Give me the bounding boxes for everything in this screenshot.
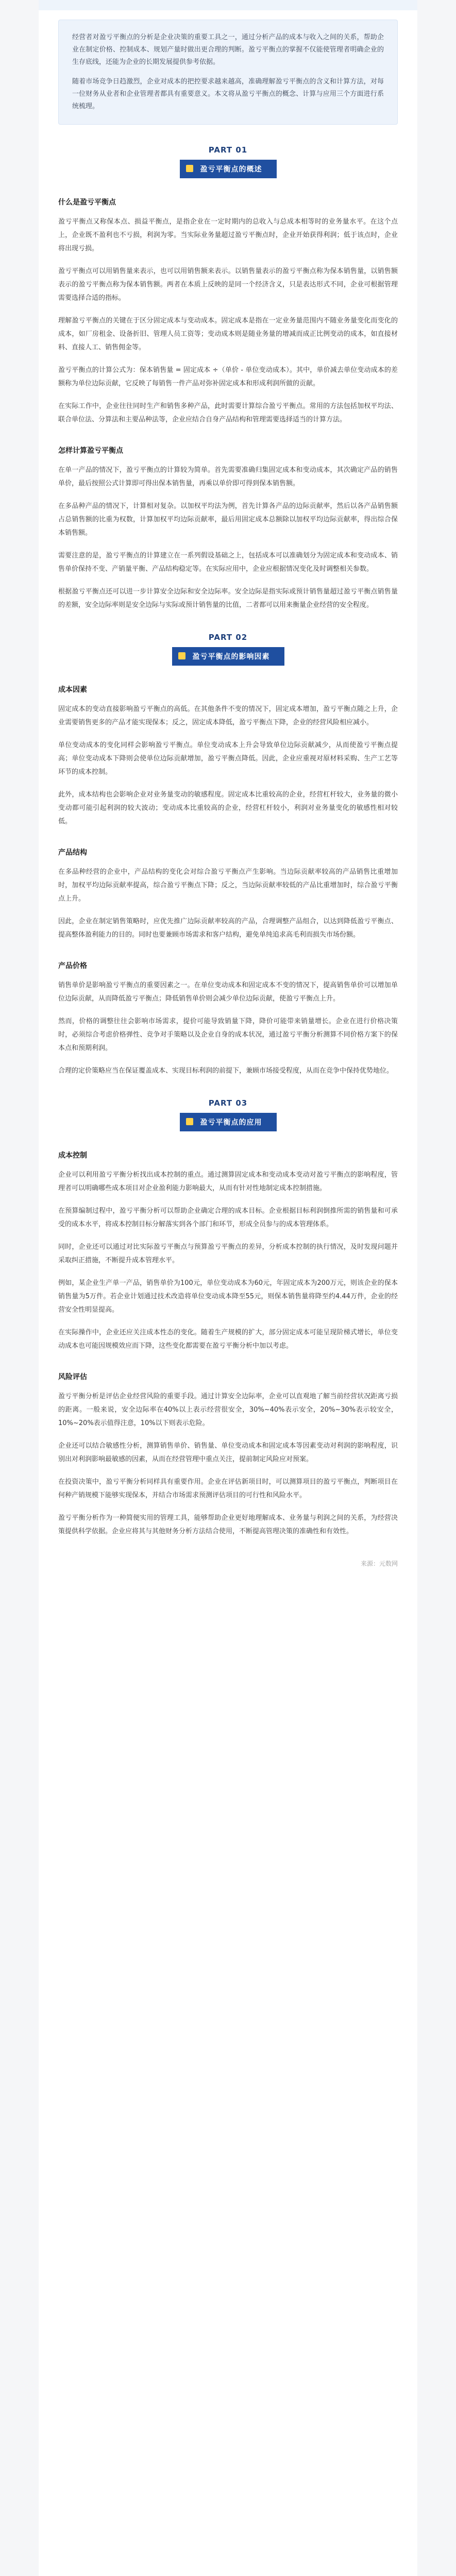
part-title bbox=[180, 1113, 277, 1131]
square-bullet-icon bbox=[186, 1118, 193, 1125]
section-title: 怎样计算盈亏平衡点 bbox=[58, 447, 123, 455]
paragraph: 理解盈亏平衡点的关键在于区分固定成本与变动成本。固定成本是指在一定业务量范围内不随业务量变化而变化的成本，如厂房租金、设备折旧、管理人员工资等；变动成本则是随业务量的增减而成正比例变动的成本，如直接材料、直接人工、销售佣金等。 bbox=[58, 317, 398, 351]
paragraph: 例如，某企业生产单一产品，销售单价为100元，单位变动成本为60元，年固定成本为200万元，则该企业的保本销售量为5万件。若企业计划通过技术改造将单位变动成本降至55元，则保本销售量将降至约4.44万件，企业的经营安全性明显提高。 bbox=[58, 1279, 398, 1314]
section-title: 什么是盈亏平衡点 bbox=[58, 198, 116, 207]
square-bullet-icon bbox=[186, 165, 193, 172]
part-title bbox=[180, 160, 277, 178]
paragraph: 固定成本的变动直接影响盈亏平衡点的高低。在其他条件不变的情况下，固定成本增加，盈亏平衡点随之上升，企业需要销售更多的产品才能实现保本；反之，固定成本降低，盈亏平衡点下降，企业的经营风险相应减小。 bbox=[58, 705, 398, 726]
paragraph: 然而，价格的调整往往会影响市场需求，提价可能导致销量下降，降价可能带来销量增长。企业在进行价格决策时，必须综合考虑价格弹性、竞争对手策略以及企业自身的成本状况，通过盈亏平衡分析测算不同价格方案下的保本点和预期利润。 bbox=[58, 1018, 398, 1052]
square-bullet-icon bbox=[178, 652, 185, 659]
part-header-1 bbox=[58, 145, 398, 178]
article-page bbox=[39, 0, 417, 2576]
paragraph: 盈亏平衡点又称保本点、损益平衡点，是指企业在一定时期内的总收入与总成本相等时的业务量水平。在这个点上，企业既不盈利也不亏损，利润为零。当实际业务量超过盈亏平衡点时，企业开始获得利润；低于该点时，企业将出现亏损。 bbox=[58, 218, 398, 252]
paragraph: 在多品种经营的企业中，产品结构的变化会对综合盈亏平衡点产生影响。当边际贡献率较高的产品销售比重增加时，加权平均边际贡献率提高，综合盈亏平衡点下降；反之，当边际贡献率较低的产品比重增加时，综合盈亏平衡点上升。 bbox=[58, 868, 398, 903]
paragraph: 同时，企业还可以通过对比实际盈亏平衡点与预算盈亏平衡点的差异，分析成本控制的执行情况，及时发现问题并采取纠正措施，不断提升成本管理水平。 bbox=[58, 1243, 398, 1264]
paragraph: 盈亏平衡点可以用销售量来表示，也可以用销售额来表示。以销售量表示的盈亏平衡点称为保本销售量，以销售额表示的盈亏平衡点称为保本销售额。两者在本质上反映的是同一个经济含义，只是表达形式不同，企业可根据管理需要选择合适的指标。 bbox=[58, 267, 398, 302]
paragraph: 单位变动成本的变化同样会影响盈亏平衡点。单位变动成本上升会导致单位边际贡献减少，从而使盈亏平衡点提高；单位变动成本下降则会使单位边际贡献增加，盈亏平衡点降低。因此，企业应重视对原材料采购、生产工艺等环节的成本控制。 bbox=[58, 741, 398, 776]
part-label: PART 02 bbox=[208, 633, 248, 642]
paragraph: 在多品种产品的情况下，计算相对复杂。以加权平均法为例，首先计算各产品的边际贡献率，然后以各产品销售额占总销售额的比重为权数，计算加权平均边际贡献率，最后用固定成本总额除以加权平均边际贡献率，得出综合保本销售额。 bbox=[58, 502, 398, 537]
paragraph: 此外，成本结构也会影响企业对业务量变动的敏感程度。固定成本比重较高的企业，经营杠杆较大，业务量的微小变动都可能引起利润的较大波动；变动成本比重较高的企业，经营杠杆较小，利润对业务量变化的敏感性相对较低。 bbox=[58, 791, 398, 825]
paragraph: 企业可以利用盈亏平衡分析找出成本控制的重点。通过测算固定成本和变动成本变动对盈亏平衡点的影响程度，管理者可以明确哪些成本项目对企业盈利能力影响最大，从而有针对性地制定成本控制措施。 bbox=[58, 1171, 398, 1192]
paragraph: 销售单价是影响盈亏平衡点的重要因素之一。在单位变动成本和固定成本不变的情况下，提高销售单价可以增加单位边际贡献，从而降低盈亏平衡点；降低销售单价则会减少单位边际贡献，使盈亏平衡点上升。 bbox=[58, 981, 398, 1003]
paragraph: 在投资决策中，盈亏平衡分析同样具有重要作用。企业在评估新项目时，可以测算项目的盈亏平衡点，判断项目在何种产销规模下能够实现保本，并结合市场需求预测评估项目的可行性和风险水平。 bbox=[58, 1478, 398, 1499]
paragraph: 因此，企业在制定销售策略时，应优先推广边际贡献率较高的产品，合理调整产品组合，以达到降低盈亏平衡点、提高整体盈利能力的目的。同时也要兼顾市场需求和客户结构，避免单纯追求高毛利而损失市场份额。 bbox=[58, 918, 398, 939]
paragraph: 在实际操作中，企业还应关注成本性态的变化。随着生产规模的扩大，部分固定成本可能呈现阶梯式增长，单位变动成本也可能因规模效应而下降，这些变化都需要在盈亏平衡分析中加以考虑。 bbox=[58, 1329, 398, 1350]
section-title: 风险评估 bbox=[58, 1373, 87, 1381]
paragraph: 企业还可以结合敏感性分析，测算销售单价、销售量、单位变动成本和固定成本等因素变动对利润的影响程度，识别出对利润影响最敏感的因素，从而在经营管理中重点关注，提前制定风险应对预案。 bbox=[58, 1442, 398, 1463]
section-title: 成本因素 bbox=[58, 686, 87, 694]
intro-paragraph-2: 随着市场竞争日趋激烈，企业对成本的把控要求越来越高，准确理解盈亏平衡点的含义和计算方法，对每一位财务从业者和企业管理者都具有重要意义。本文将从盈亏平衡点的概念、计算与应用三个方面进行系统梳理。 bbox=[72, 78, 384, 110]
part-title-text: 盈亏平衡点的概述 bbox=[200, 165, 262, 174]
part-header-3 bbox=[58, 1098, 398, 1131]
part-title bbox=[172, 647, 284, 666]
top-banner bbox=[39, 0, 417, 10]
part-title-text: 盈亏平衡点的影响因素 bbox=[192, 653, 270, 661]
paragraph: 合理的定价策略应当在保证覆盖成本、实现目标利润的前提下，兼顾市场接受程度，从而在竞争中保持优势地位。 bbox=[58, 1067, 394, 1075]
paragraph: 盈亏平衡分析是评估企业经营风险的重要手段。通过计算安全边际率，企业可以直观地了解当前经营状况距离亏损的距离。一般来说，安全边际率在40%以上表示经营很安全，30%~40%表示安全，20%~30%表示较安全，10%~20%表示值得注意，10%以下则表示危险。 bbox=[58, 1393, 398, 1427]
part-label: PART 01 bbox=[208, 145, 248, 155]
paragraph: 盈亏平衡点的计算公式为：保本销售量 = 固定成本 ÷（单价 - 单位变动成本）。其中，单价减去单位变动成本的差额称为单位边际贡献，它反映了每销售一件产品对弥补固定成本和形成利润所做的贡献。 bbox=[58, 366, 398, 387]
section-title: 产品结构 bbox=[58, 849, 87, 857]
paragraph: 在预算编制过程中，盈亏平衡分析可以帮助企业确定合理的成本目标。企业根据目标利润倒推所需的销售量和可承受的成本水平，将成本控制目标分解落实到各个部门和环节，形成全员参与的成本管理体系。 bbox=[58, 1207, 398, 1228]
paragraph: 需要注意的是，盈亏平衡点的计算建立在一系列假设基础之上，包括成本可以准确划分为固定成本和变动成本、销售单价保持不变、产销量平衡、产品结构稳定等。在实际应用中，企业应根据情况变化及时调整相关参数。 bbox=[58, 552, 398, 573]
intro-paragraph-1: 经营者对盈亏平衡点的分析是企业决策的重要工具之一，通过分析产品的成本与收入之间的关系，帮助企业在制定价格、控制成本、规划产量时做出更合理的判断。盈亏平衡点的掌握不仅能使管理者明确企业的生存底线，还能为企业的长期发展提供参考依据。 bbox=[72, 33, 384, 66]
article-footer: 来源：元数网 bbox=[360, 1560, 398, 1567]
article-body bbox=[58, 145, 398, 1538]
part-label: PART 03 bbox=[208, 1098, 248, 1108]
paragraph: 根据盈亏平衡点还可以进一步计算安全边际和安全边际率。安全边际是指实际或预计销售量超过盈亏平衡点销售量的差额，安全边际率则是安全边际与实际或预计销售量的比值，二者都可以用来衡量企业经营的安全程度。 bbox=[58, 588, 398, 609]
paragraph: 盈亏平衡分析作为一种简便实用的管理工具，能够帮助企业更好地理解成本、业务量与利润之间的关系，为经营决策提供科学依据。企业应将其与其他财务分析方法结合使用，不断提高管理决策的准确性和有效性。 bbox=[58, 1514, 398, 1535]
paragraph: 在实际工作中，企业往往同时生产和销售多种产品，此时需要计算综合盈亏平衡点。常用的方法包括加权平均法、联合单位法、分算法和主要品种法等，企业应结合自身产品结构和管理需要选择适当的计算方法。 bbox=[58, 402, 398, 423]
section-title: 成本控制 bbox=[58, 1151, 87, 1160]
intro-box bbox=[58, 20, 398, 125]
part-title-text: 盈亏平衡点的应用 bbox=[200, 1118, 262, 1127]
section-title: 产品价格 bbox=[58, 962, 87, 970]
paragraph: 在单一产品的情况下，盈亏平衡点的计算较为简单。首先需要准确归集固定成本和变动成本，其次确定产品的销售单价，最后按照公式计算即可得出保本销售量，再乘以单价即可得到保本销售额。 bbox=[58, 466, 398, 487]
part-header-2 bbox=[58, 633, 398, 666]
